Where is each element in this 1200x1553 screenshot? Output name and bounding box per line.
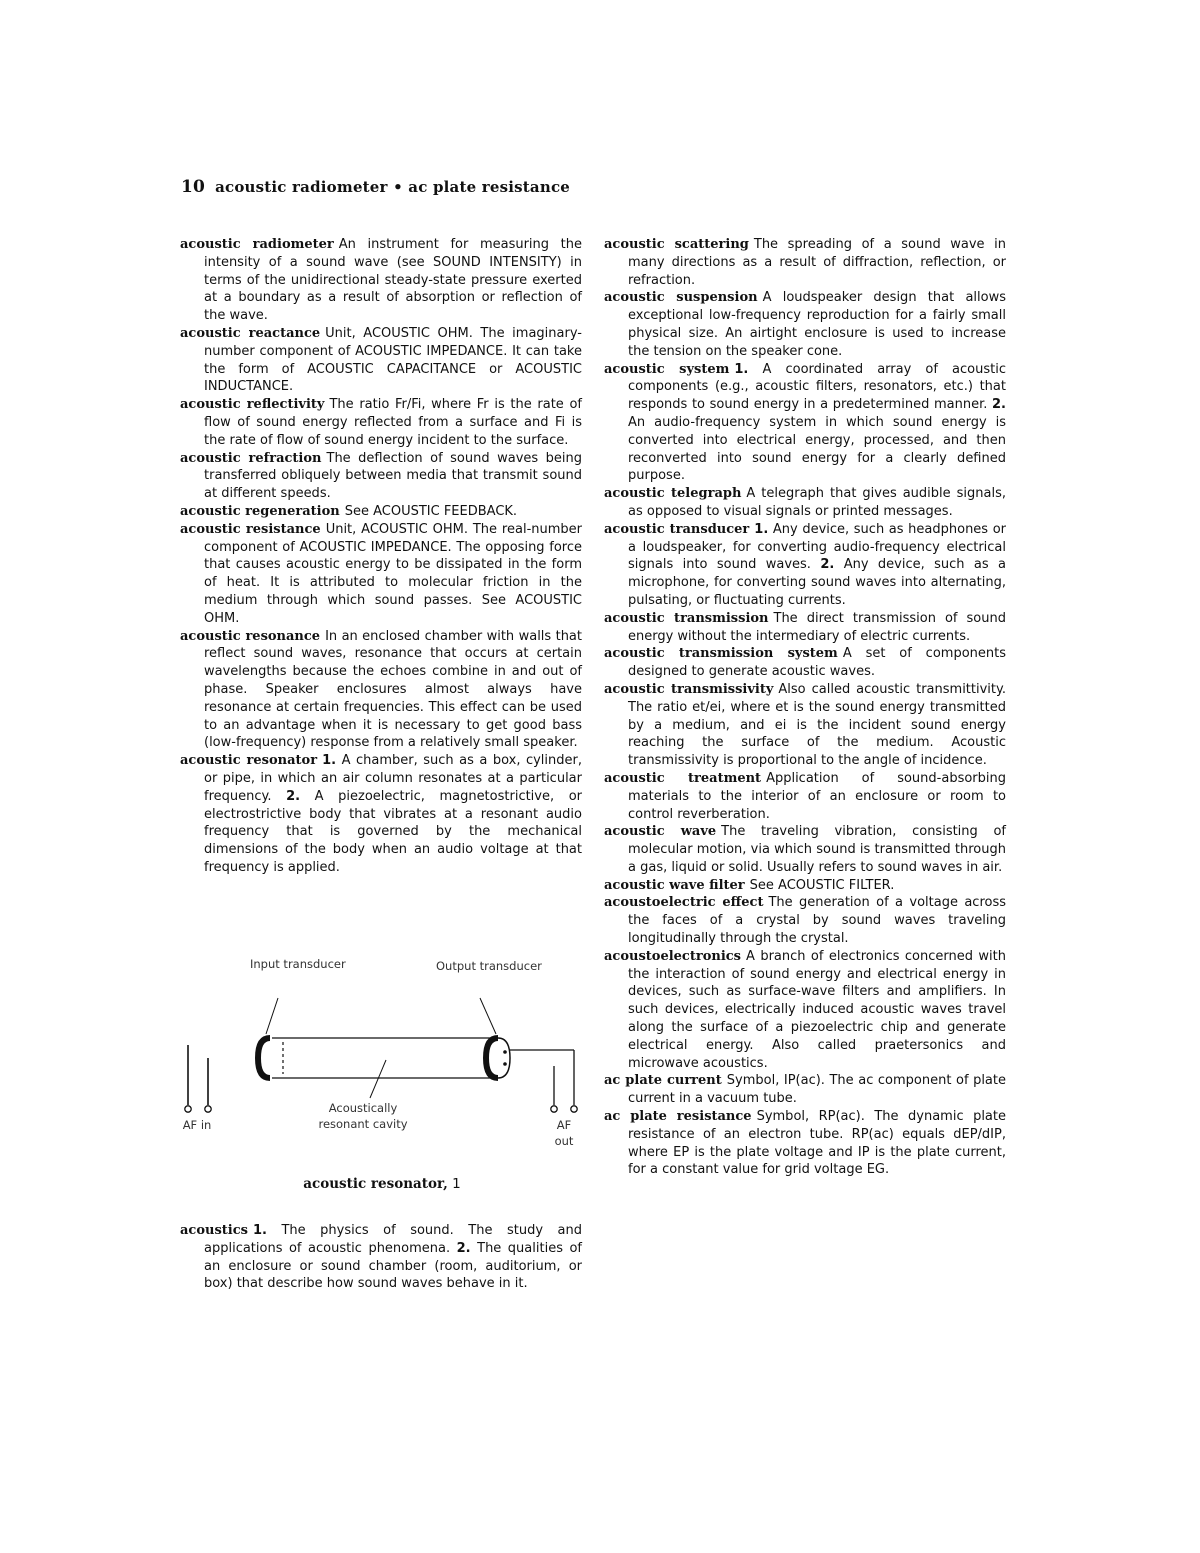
caption-number: 1 [452,1176,461,1192]
definition: The direct transmission of sound energy without the intermediary of electric currents. [628,610,1006,644]
acoustic-resonator-figure [180,950,584,1200]
headword: acoustoelectric effect [604,895,764,911]
headword: ac plate current [604,1073,722,1089]
input-transducer-shape [258,1038,270,1078]
headword: acoustic wave filter [604,877,745,893]
input-pointer [266,998,278,1034]
headword: acoustic radiometer [180,237,334,252]
definition: The qualities of an enclosure or sound chamber (room, auditorium, or box) that describe how sound waves behave in it. [204,1240,582,1292]
right-column [604,236,1006,1179]
sense-number: 2. [456,1240,471,1256]
output-pointer [480,998,496,1034]
definition: Unit, ACOUSTIC OHM. The real-number component of ACOUSTIC IMPEDANCE. The opposing force that causes acoustic energy to be dissipated in the form of heat. It is attributed to molecular friction in the medium through which sound passes. See ACOUSTIC OHM. [204,521,582,626]
af-out-terminal-1 [551,1106,557,1112]
resonator-diagram [180,950,584,1170]
entry-acoustic-system [604,361,1006,486]
af-in-label: AF in [182,1118,212,1132]
definition: Any device, such as a microphone, for converting sound waves into alternating, pulsating, or fluctuating currents. [628,557,1006,608]
definition: Symbol, RP(ac). The dynamic plate resistance of an electron tube. RP(ac) equals dEP/dIP, where EP is the plate voltage and IP is the plate current, for a constant value for grid voltage EG. [628,1109,1006,1178]
entry-acoustic-regeneration [180,503,582,521]
definition: See ACOUSTIC FEEDBACK. [344,503,518,519]
headword: acoustic transducer [604,521,750,537]
definition: An instrument for measuring the intensity of a sound wave (see SOUND INTENSITY) in terms of the unidirectional steady-state pressure exerted at a boundary as a result of absorption or reflection of the wave. [204,237,582,324]
entry-acoustic-reflectivity [180,396,582,449]
entry-acoustic-resonator [180,752,582,877]
entry-ac-plate-current [604,1072,1006,1108]
af-out-terminal-2 [571,1106,577,1112]
headword: acoustic suspension [604,290,758,306]
headword: acoustoelectronics [604,948,742,964]
entry-acoustic-resistance [180,521,582,628]
definition: In an enclosed chamber with walls that reflect sound waves, resonance that occurs at certain wavelengths because the echoes combine in and out of phase. Speaker enclosures almost always have resonance at certain frequencies. This effect can be used to an advantage when it is necessary to get good bass (low-frequency) response from a relatively small speaker. [204,628,582,751]
definition: Unit, ACOUSTIC OHM. The imaginary-number component of ACOUSTIC IMPEDANCE. It can take the form of ACOUSTIC CAPACITANCE or ACOUSTIC INDUCTANCE. [204,325,582,395]
definition: The generation of a voltage across the faces of a crystal by sound waves traveling longitudinally through the crystal. [628,895,1006,947]
definition: The traveling vibration, consisting of molecular motion, via which sound is transmitted through a gas, liquid or solid. Usually refers to sound waves in air. [628,824,1006,875]
headword: acoustic wave [604,824,717,840]
output-dot-2 [503,1062,507,1066]
definition: A piezoelectric, magnetostrictive, or electrostrictive body that vibrates at a resonant audio frequency that is governed by the mechanical dimensions of the body when an audio voltage at that frequency is applied. [204,788,582,875]
sense-number: 2. [286,788,301,804]
entry-acoustic-transmission [604,610,1006,646]
af-in-terminal-1 [185,1106,191,1112]
definition: A set of components designed to generate acoustic waves. [628,646,1006,680]
running-head [181,177,570,197]
input-transducer-label: Input transducer [250,957,346,971]
entry-acoustic-refraction [180,450,582,503]
sense-number: 1. [252,1223,267,1238]
definition: A telegraph that gives audible signals, as opposed to visual signals or printed messages. [628,486,1006,519]
entry-acoustic-wave-filter [604,877,1006,895]
definition: A coordinated array of acoustic components (e.g., acoustic filters, resonators, etc.) that responds to sound energy in a predetermined manner. [628,361,1006,413]
entry-acoustoelectric-effect [604,894,1006,947]
output-transducer-back [498,1038,510,1078]
entry-acoustic-transmissivity [604,681,1006,770]
output-transducer-shape [486,1038,498,1078]
definition: An audio-frequency system in which sound energy is converted into electrical energy, processed, and then reconverted into sound energy for a clearly defined purpose. [628,414,1006,484]
sense-number: 1. [322,753,337,769]
headword: acoustic refraction [180,450,322,466]
af-out-label: AF out [554,1118,574,1148]
left-column [180,236,582,877]
headword: acoustic transmissivity [604,681,774,697]
headword: acoustic telegraph [604,486,742,502]
entry-acoustic-scattering [604,236,1006,289]
entry-acoustics [180,1222,582,1293]
definition: The ratio Fr/Fi, where Fr is the rate of flow of sound energy reflected from a surface and Fi is the rate of flow of sound energy incident to the surface. [204,397,583,448]
entry-ac-plate-resistance [604,1108,1006,1179]
headword: acoustic reflectivity [180,397,325,413]
definition: Symbol, IP(ac). The ac component of plate current in a vacuum tube. [628,1073,1006,1107]
headword: acoustic resistance [180,521,321,537]
entry-acoustic-telegraph [604,485,1006,521]
headword: acoustic scattering [604,237,749,252]
entry-acoustic-transducer [604,521,1006,610]
output-dot-1 [503,1050,507,1054]
definition: The deflection of sound waves being transferred obliquely between media that transmit sound at different speeds. [204,450,582,502]
sense-number: 2. [992,397,1006,413]
headword: acoustic transmission system [604,646,838,662]
headword: acoustic resonance [180,628,321,644]
figure-caption [180,1176,584,1192]
headword: acoustic resonator [180,753,318,769]
definition: The physics of sound. The study and applications of acoustic phenomena. [204,1223,582,1256]
page-number: 10 [181,177,206,197]
left-column-bottom [180,1222,582,1293]
definition: A branch of electronics concerned with the interaction of sound energy and electrical energy in devices, such as surface-wave filters and amplifiers. In such devices, electrically induced acoustic waves travel along the surface of a piezoelectric chip and generate electrical energy. Also called praetersonics and microwave acoustics. [628,948,1006,1071]
definition: The spreading of a sound wave in many directions as a result of diffraction, reflection, or refraction. [628,237,1006,288]
sense-number: 2. [820,557,835,573]
definition: Application of sound-absorbing materials to the interior of an enclosure or room to control reverberation. [628,770,1006,822]
entry-acoustic-wave [604,823,1006,876]
cavity-label: Acoustically resonant cavity [318,1101,408,1131]
af-in-terminal-2 [205,1106,211,1112]
entry-acoustic-treatment [604,770,1006,823]
definition: Also called acoustic transmittivity. The ratio et/ei, where et is the sound energy transmitted by a medium, and ei is the incident sound energy reaching the surface of the medium. Acoustic transmissivity is proportional to the angle of incidence. [628,681,1006,769]
cavity-pointer [370,1060,386,1098]
caption-headword: acoustic resonator, [303,1176,448,1192]
entry-acoustoelectronics [604,948,1006,1073]
entry-acoustic-resonance [180,628,582,753]
entry-acoustic-transmission-system [604,645,1006,681]
headword: acoustic treatment [604,770,762,786]
headword: acoustic regeneration [180,503,340,519]
entry-acoustic-reactance [180,325,582,396]
sense-number: 1. [734,361,749,377]
running-title: acoustic radiometer • ac plate resistance [215,178,571,196]
headword: acoustic reactance [180,325,321,341]
headword: acoustic system [604,361,730,377]
definition: Any device, such as headphones or a loudspeaker, for converting audio-frequency electrical signals into sound waves. [628,521,1006,573]
definition: A loudspeaker design that allows exceptional low-frequency reproduction for a fairly small physical size. An airtight enclosure is used to increase the tension on the speaker cone. [628,290,1007,359]
entry-acoustic-radiometer [180,236,582,325]
headword: acoustic transmission [604,610,769,626]
headword: acoustics [180,1223,248,1238]
definition: A chamber, such as a box, cylinder, or pipe, in which an air column resonates at a particular frequency. [204,753,582,804]
sense-number: 1. [754,521,769,537]
headword: ac plate resistance [604,1109,752,1125]
entry-acoustic-suspension [604,289,1006,360]
definition: See ACOUSTIC FILTER. [749,877,895,893]
output-transducer-label: Output transducer [436,959,542,973]
